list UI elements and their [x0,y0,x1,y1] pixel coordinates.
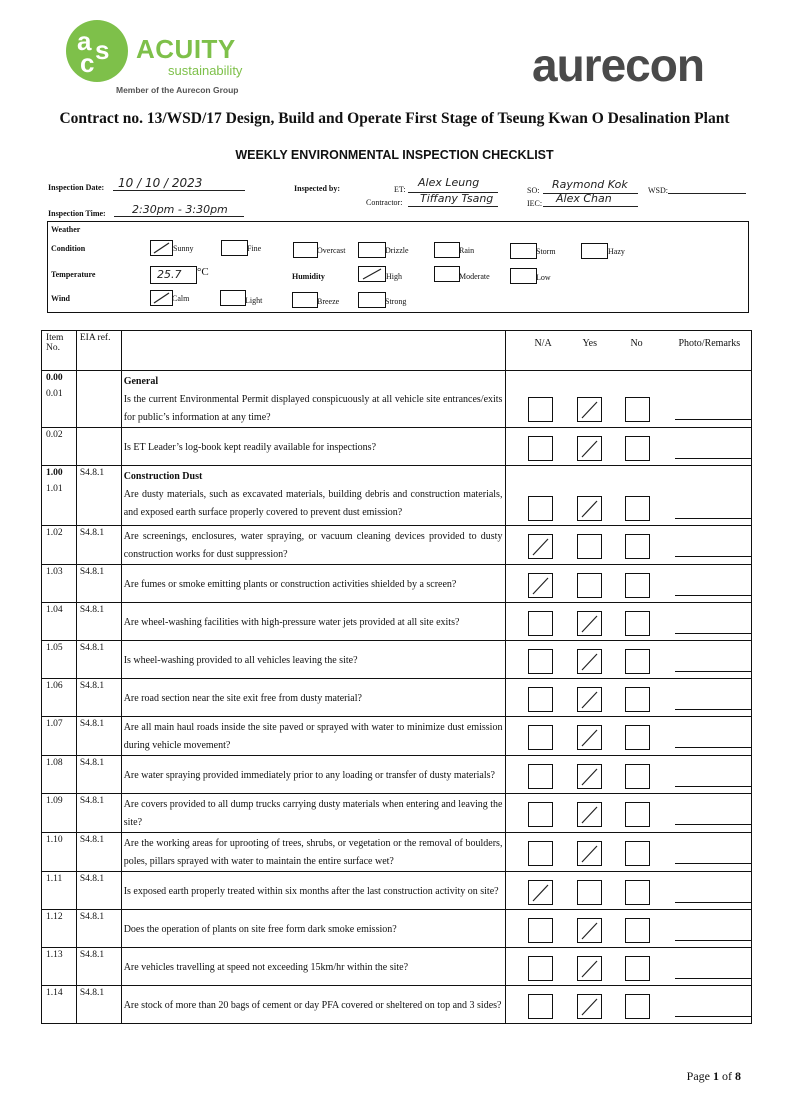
remarks-line[interactable] [675,786,751,787]
header-item: Item No. [42,331,77,371]
weather-panel [47,221,749,313]
no-checkbox[interactable] [625,994,650,1019]
item-question: Are stock of more than 20 bags of cement or day PFA covered or sheltered on top and 3 sides? [123,999,502,1011]
acuity-logo-subtitle: sustainability [168,63,243,78]
item-subnumber: 1.01 [46,484,63,494]
wind-option-label: Strong [385,297,407,306]
item-number-cell [42,910,77,948]
check-mark-icon [578,765,601,788]
table-row [42,371,752,428]
answer-cell [506,371,752,428]
check-mark-icon [578,398,601,421]
no-checkbox[interactable] [625,764,650,789]
item-question: Are vehicles travelling at speed not exceeding 15km/hr within the site? [123,961,409,973]
header-eia: EIA ref. [76,331,121,371]
table-row [42,641,752,679]
item-question: Is exposed earth properly treated within six months after the last construction activity on site? [123,885,499,897]
remarks-line[interactable] [675,518,751,519]
remarks-line[interactable] [675,595,751,596]
contractor-line [408,206,498,207]
inspection-date-value: 10 / 10 / 2023 [118,176,203,190]
answer-cell [506,717,752,756]
answer-cell [506,986,752,1024]
item-number: 1.10 [46,835,63,845]
na-checkbox[interactable] [528,573,553,598]
eia-ref: S4.8.1 [76,872,121,910]
no-checkbox[interactable] [625,496,650,521]
item-number-cell [42,948,77,986]
yes-checkbox[interactable] [577,994,602,1019]
answer-cell [506,428,752,466]
item-description-cell [121,910,506,948]
so-label: SO: [527,186,540,195]
wind-checkbox-light[interactable] [220,290,246,306]
item-number-cell [42,428,77,466]
yes-checkbox[interactable] [577,956,602,981]
checklist-table [41,330,752,1024]
check-mark-icon [578,497,601,520]
header-yes: Yes [582,338,598,349]
item-number: 1.13 [46,950,63,960]
wsd-label: WSD: [648,186,668,195]
eia-ref [76,371,121,428]
no-checkbox[interactable] [625,956,650,981]
item-subnumber: 0.01 [46,389,63,399]
item-number-cell [42,603,77,641]
inspection-time-label: Inspection Time: [48,209,106,218]
item-description-cell [121,428,506,466]
na-checkbox[interactable] [528,687,553,712]
no-checkbox[interactable] [625,611,650,636]
page-current: 1 [713,1069,719,1083]
condition-checkbox-sunny[interactable] [150,240,173,256]
check-mark-icon [578,957,601,980]
item-number: 1.02 [46,528,63,538]
page-prefix: Page [686,1069,713,1083]
condition-label: Condition [51,244,86,253]
check-mark-icon [578,437,601,460]
wind-checkbox-calm[interactable] [150,290,173,306]
yes-checkbox[interactable] [577,573,602,598]
temperature-value: 25.7 [157,268,182,281]
inspection-time-value: 2:30pm - 3:30pm [132,203,228,216]
header-answers [506,331,752,371]
condition-checkbox-storm[interactable] [510,243,537,259]
item-number: 1.05 [46,643,63,653]
condition-option-label: Fine [247,244,262,253]
item-description-cell [121,756,506,794]
answer-cell [506,756,752,794]
eia-ref: S4.8.1 [76,679,121,717]
na-checkbox[interactable] [528,918,553,943]
answer-cell [506,565,752,603]
item-question: Is wheel-washing provided to all vehicles leaving the site? [123,654,358,666]
wind-option-label: Light [245,296,263,305]
no-checkbox[interactable] [625,918,650,943]
page-mid: of [719,1069,735,1083]
yes-checkbox[interactable] [577,880,602,905]
no-checkbox[interactable] [625,880,650,905]
na-checkbox[interactable] [528,994,553,1019]
table-row [42,679,752,717]
item-number: 1.07 [46,719,63,729]
contractor-value: Tiffany Tsang [420,192,494,205]
na-checkbox[interactable] [528,534,553,559]
table-row [42,526,752,565]
check-mark-icon [578,612,601,635]
check-mark-icon [529,574,552,597]
item-number-cell [42,565,77,603]
item-description-cell [121,679,506,717]
humidity-checkbox-moderate[interactable] [434,266,460,282]
check-mark-icon [578,726,601,749]
na-checkbox[interactable] [528,725,553,750]
aurecon-logo: aurecon [532,39,704,91]
item-description-cell [121,603,506,641]
item-description-cell [121,371,506,428]
na-checkbox[interactable] [528,496,553,521]
remarks-line[interactable] [675,633,751,634]
contractor-label: Contractor: [366,198,403,207]
wind-option-label: Breeze [317,297,340,306]
yes-checkbox[interactable] [577,687,602,712]
iec-label: IEC: [527,199,543,208]
acuity-logo-mark: a s c [66,20,128,82]
check-mark-icon [529,535,552,558]
na-checkbox[interactable] [528,764,553,789]
check-mark-icon [578,803,601,826]
item-description-cell [121,717,506,756]
eia-ref: S4.8.1 [76,603,121,641]
table-row [42,833,752,872]
wind-checkbox-breeze[interactable] [292,292,318,308]
na-checkbox[interactable] [528,841,553,866]
header-na: N/A [534,338,552,349]
iec-value: Alex Chan [556,192,612,205]
item-number: 1.08 [46,758,63,768]
so-value: Raymond Kok [552,178,628,191]
wind-label: Wind [51,294,70,303]
item-question: Are road section near the site exit free from dusty material? [123,692,362,704]
remarks-line[interactable] [675,419,751,420]
table-row [42,756,752,794]
condition-option-label: Storm [536,247,556,256]
yes-checkbox[interactable] [577,725,602,750]
item-number-cell [42,986,77,1024]
item-number: 1.14 [46,988,63,998]
eia-ref: S4.8.1 [76,986,121,1024]
humidity-checkbox-low[interactable] [510,268,537,284]
item-number-cell [42,466,77,526]
item-number: 1.11 [46,874,63,884]
table-row [42,603,752,641]
wind-option-label: Calm [172,294,190,303]
answer-cell [506,833,752,872]
item-number: 1.12 [46,912,63,922]
no-checkbox[interactable] [625,802,650,827]
contract-title: Contract no. 13/WSD/17 Design, Build and Operate First Stage of Tseung Kwan O Desalination Plant [59,110,730,127]
eia-ref: S4.8.1 [76,526,121,565]
item-question: Does the operation of plants on site free form dark smoke emission? [123,923,397,935]
eia-ref: S4.8.1 [76,466,121,526]
eia-ref: S4.8.1 [76,565,121,603]
item-description-cell [121,641,506,679]
item-number: 0.00 [46,373,63,383]
item-description-cell [121,526,506,565]
item-description-cell [121,794,506,833]
item-number: 1.09 [46,796,63,806]
item-question: Are wheel-washing facilities with high-pressure water jets provided at all site exits? [123,616,460,628]
remarks-line[interactable] [675,863,751,864]
check-mark-icon [529,881,552,904]
na-checkbox[interactable] [528,611,553,636]
item-description-cell [121,986,506,1024]
yes-checkbox[interactable] [577,397,602,422]
item-question: Is the current Environmental Permit displayed conspicuously at all vehicle site entrances/exits for public’s information at any time? [123,394,503,423]
yes-checkbox[interactable] [577,841,602,866]
item-number: 1.06 [46,681,63,691]
et-label: ET: [394,185,406,194]
eia-ref: S4.8.1 [76,794,121,833]
condition-option-label: Sunny [173,244,194,253]
yes-checkbox[interactable] [577,611,602,636]
na-checkbox[interactable] [528,956,553,981]
item-description-cell [121,948,506,986]
remarks-line[interactable] [675,709,751,710]
condition-checkbox-hazy[interactable] [581,243,608,259]
no-checkbox[interactable] [625,573,650,598]
answer-cell [506,466,752,526]
item-number-cell [42,641,77,679]
remarks-line[interactable] [675,978,751,979]
item-question: Are all main haul roads inside the site paved or sprayed with water to minimize dust emission during vehicle movement? [123,722,503,751]
answer-cell [506,948,752,986]
no-checkbox[interactable] [625,649,650,674]
et-value: Alex Leung [418,176,480,189]
na-checkbox[interactable] [528,802,553,827]
item-number-cell [42,717,77,756]
item-question: Are dusty materials, such as excavated materials, building debris and construction materials, and exposed earth surface properly covered to prevent dust emission? [123,489,503,518]
yes-checkbox[interactable] [577,764,602,789]
condition-option-label: Hazy [608,247,625,256]
item-question: Are covers provided to all dump trucks carrying dusty materials when entering and leaving the site? [123,799,503,828]
item-number: 1.04 [46,605,63,615]
item-number-cell [42,679,77,717]
temperature-unit: °C [197,266,209,278]
item-number-cell [42,371,77,428]
temperature-field[interactable] [150,266,197,284]
no-checkbox[interactable] [625,725,650,750]
na-checkbox[interactable] [528,436,553,461]
condition-option-label: Drizzle [385,246,409,255]
no-checkbox[interactable] [625,397,650,422]
acuity-member-note: Member of the Aurecon Group [116,85,239,95]
yes-checkbox[interactable] [577,534,602,559]
remarks-line[interactable] [675,671,751,672]
condition-checkbox-drizzle[interactable] [358,242,386,258]
page-total: 8 [735,1069,741,1083]
item-question: Is ET Leader’s log-book kept readily available for inspections? [123,441,377,453]
table-row [42,466,752,526]
remarks-line[interactable] [675,556,751,557]
yes-checkbox[interactable] [577,918,602,943]
temperature-label: Temperature [51,270,96,279]
item-question: Are water spraying provided immediately prior to any loading or transfer of dusty materials? [123,769,495,781]
answer-cell [506,910,752,948]
no-checkbox[interactable] [625,687,650,712]
inspected-by-label: Inspected by: [294,184,341,193]
item-number-cell [42,833,77,872]
item-description-cell [121,565,506,603]
humidity-option-label: Low [536,273,551,282]
item-number: 1.03 [46,567,63,577]
eia-ref: S4.8.1 [76,833,121,872]
remarks-line[interactable] [675,940,751,941]
item-question: Are fumes or smoke emitting plants or construction activities shielded by a screen? [123,578,457,590]
table-row [42,428,752,466]
na-checkbox[interactable] [528,397,553,422]
answer-cell [506,603,752,641]
item-number-cell [42,526,77,565]
remarks-line[interactable] [675,902,751,903]
remarks-line[interactable] [675,1016,751,1017]
table-row [42,910,752,948]
section-heading: Construction Dust [123,471,203,482]
eia-ref: S4.8.1 [76,756,121,794]
item-number-cell [42,794,77,833]
form-title: WEEKLY ENVIRONMENTAL INSPECTION CHECKLIST [235,148,554,162]
table-row [42,565,752,603]
no-checkbox[interactable] [625,841,650,866]
table-row [42,872,752,910]
check-mark-icon [578,650,601,673]
humidity-checkbox-high[interactable] [358,266,386,282]
condition-checkbox-rain[interactable] [434,242,460,258]
header-remarks: Photo/Remarks [678,338,741,349]
item-question: Are screenings, enclosures, water spraying, or vacuum cleaning devices provided to dusty construction works for dust suppression? [123,531,503,560]
table-row [42,717,752,756]
yes-checkbox[interactable] [577,496,602,521]
item-number-cell [42,872,77,910]
wsd-line [668,193,746,194]
answer-cell [506,641,752,679]
weather-heading: Weather [51,225,81,234]
check-mark-icon [578,688,601,711]
remarks-line[interactable] [675,747,751,748]
inspection-time-line [114,216,244,217]
check-mark-icon [578,919,601,942]
yes-checkbox[interactable] [577,436,602,461]
no-checkbox[interactable] [625,436,650,461]
humidity-label: Humidity [292,272,325,281]
checklist-rows [42,371,752,1024]
section-heading: General [123,376,159,387]
answer-cell [506,872,752,910]
table-row [42,986,752,1024]
humidity-option-label: Moderate [459,272,490,281]
na-checkbox[interactable] [528,649,553,674]
table-header-row [42,331,752,371]
humidity-option-label: High [386,272,402,281]
table-row [42,794,752,833]
item-description-cell [121,872,506,910]
condition-option-label: Overcast [317,246,346,255]
inspection-date-line [113,190,245,191]
yes-checkbox[interactable] [577,802,602,827]
answer-cell [506,794,752,833]
item-number-cell [42,756,77,794]
page-number [687,1069,741,1084]
eia-ref: S4.8.1 [76,641,121,679]
remarks-line[interactable] [675,824,751,825]
answer-cell [506,526,752,565]
condition-option-label: Rain [459,246,475,255]
na-checkbox[interactable] [528,880,553,905]
eia-ref: S4.8.1 [76,948,121,986]
item-number: 1.00 [46,468,63,478]
header-description [121,331,506,371]
wind-checkbox-strong[interactable] [358,292,386,308]
condition-checkbox-overcast[interactable] [293,242,318,258]
acuity-logo-text: ACUITY [136,34,236,64]
inspection-date-label: Inspection Date: [48,183,105,192]
condition-checkbox-fine[interactable] [221,240,248,256]
item-question: Are the working areas for uprooting of trees, shrubs, or vegetation or the removal of boulders, poles, pillars sprayed with water to maintain the entire surface wet? [123,838,503,867]
check-mark-icon [578,842,601,865]
answer-cell [506,679,752,717]
yes-checkbox[interactable] [577,649,602,674]
remarks-line[interactable] [675,458,751,459]
check-mark-icon [578,995,601,1018]
header-no: No [630,338,643,349]
eia-ref [76,428,121,466]
no-checkbox[interactable] [625,534,650,559]
iec-line [543,206,638,207]
item-description-cell [121,466,506,526]
item-description-cell [121,833,506,872]
table-row [42,948,752,986]
eia-ref: S4.8.1 [76,910,121,948]
eia-ref: S4.8.1 [76,717,121,756]
item-number: 0.02 [46,430,63,440]
